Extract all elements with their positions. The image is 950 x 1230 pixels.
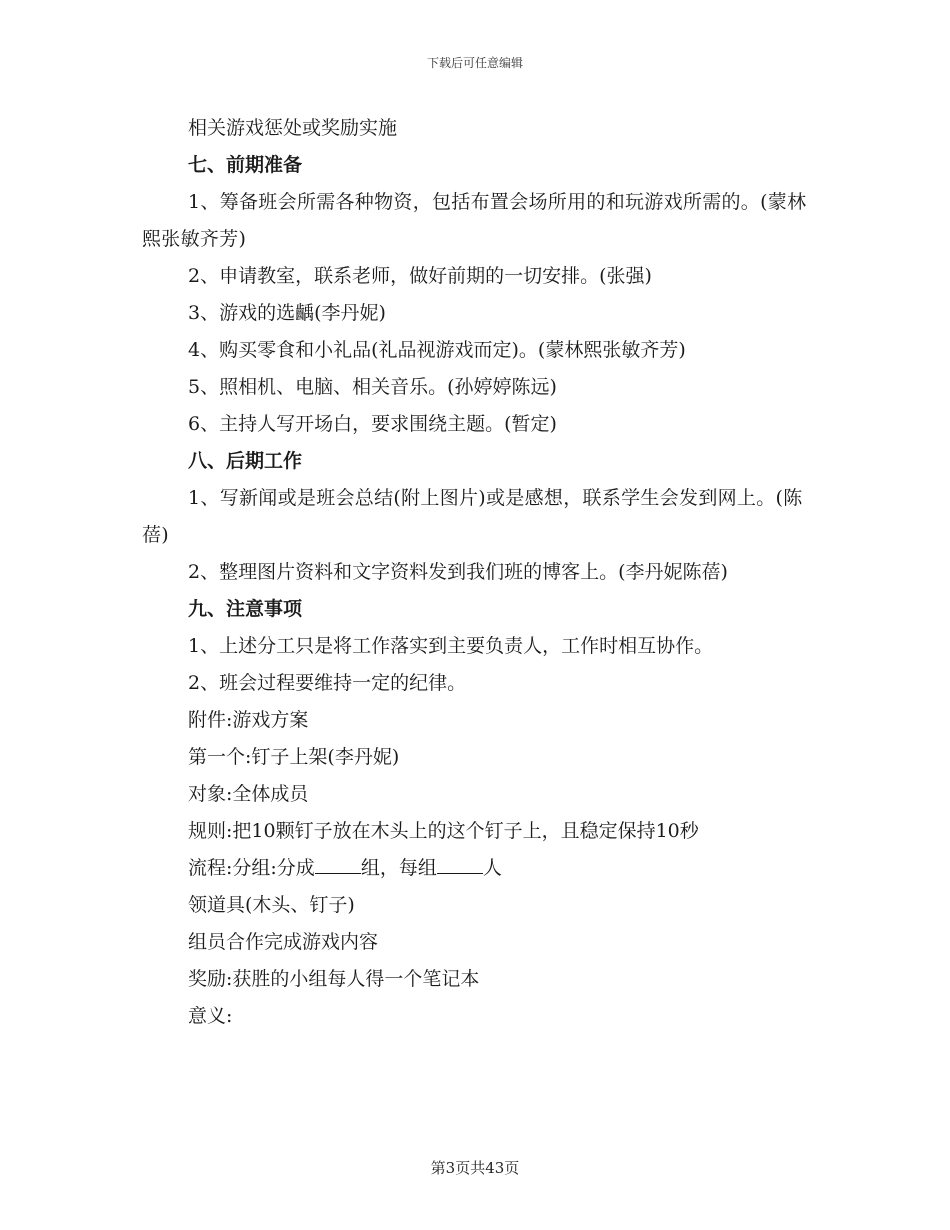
- game-flow-text-c: 人: [482, 857, 502, 879]
- game-meaning: 意义:: [188, 1005, 233, 1027]
- game-target: 对象:全体成员: [188, 783, 309, 805]
- paragraph: 相关游戏惩处或奖励实施: [188, 117, 398, 139]
- list-item: 4、购买零食和小礼品(礼品视游戏而定)。(蒙林熙张敏齐芳): [188, 339, 686, 361]
- list-item: 2、整理图片资料和文字资料发到我们班的博客上。(李丹妮陈蓓): [188, 561, 728, 583]
- game-title: 第一个:钉子上架(李丹妮): [188, 746, 400, 768]
- section-heading-9: 九、注意事项: [188, 598, 303, 620]
- fill-blank-groups: [315, 855, 361, 874]
- game-props: 领道具(木头、钉子): [188, 894, 355, 916]
- game-flow: [142, 850, 822, 887]
- list-item: 5、照相机、电脑、相关音乐。(孙婷婷陈远): [188, 376, 557, 398]
- list-item: 6、主持人写开场白，要求围绕主题。(暂定): [188, 413, 557, 435]
- fill-blank-people: [437, 855, 483, 874]
- list-item: 2、申请教室，联系老师，做好前期的一切安排。(张强): [188, 265, 652, 287]
- section-heading-7: 七、前期准备: [188, 154, 303, 176]
- document-body: [142, 110, 822, 1035]
- page-header: 下载后可任意编辑: [426, 56, 523, 70]
- section-heading-8: 八、后期工作: [188, 450, 303, 472]
- list-item: 1、上述分工只是将工作落实到主要负责人，工作时相互协作。: [188, 635, 714, 657]
- appendix-label: 附件:游戏方案: [188, 709, 309, 731]
- game-flow-text-a: 流程:分组:分成: [188, 857, 315, 879]
- game-reward: 奖励:获胜的小组每人得一个笔记本: [188, 968, 480, 990]
- game-cooperation: 组员合作完成游戏内容: [188, 931, 379, 953]
- list-item: 1、筹备班会所需各种物资，包括布置会场所用的和玩游戏所需的。(蒙林熙张敏齐芳): [142, 191, 807, 250]
- list-item: 2、班会过程要维持一定的纪律。: [188, 672, 467, 694]
- game-rule: 规则:把10颗钉子放在木头上的这个钉子上，且稳定保持10秒: [188, 820, 699, 842]
- page-footer: 第3页共43页: [430, 1159, 520, 1177]
- game-flow-text-b: 组，每组: [360, 857, 437, 879]
- list-item: 3、游戏的选齲(李丹妮): [188, 302, 386, 324]
- list-item: 1、写新闻或是班会总结(附上图片)或是感想，联系学生会发到网上。(陈蓓): [142, 487, 803, 546]
